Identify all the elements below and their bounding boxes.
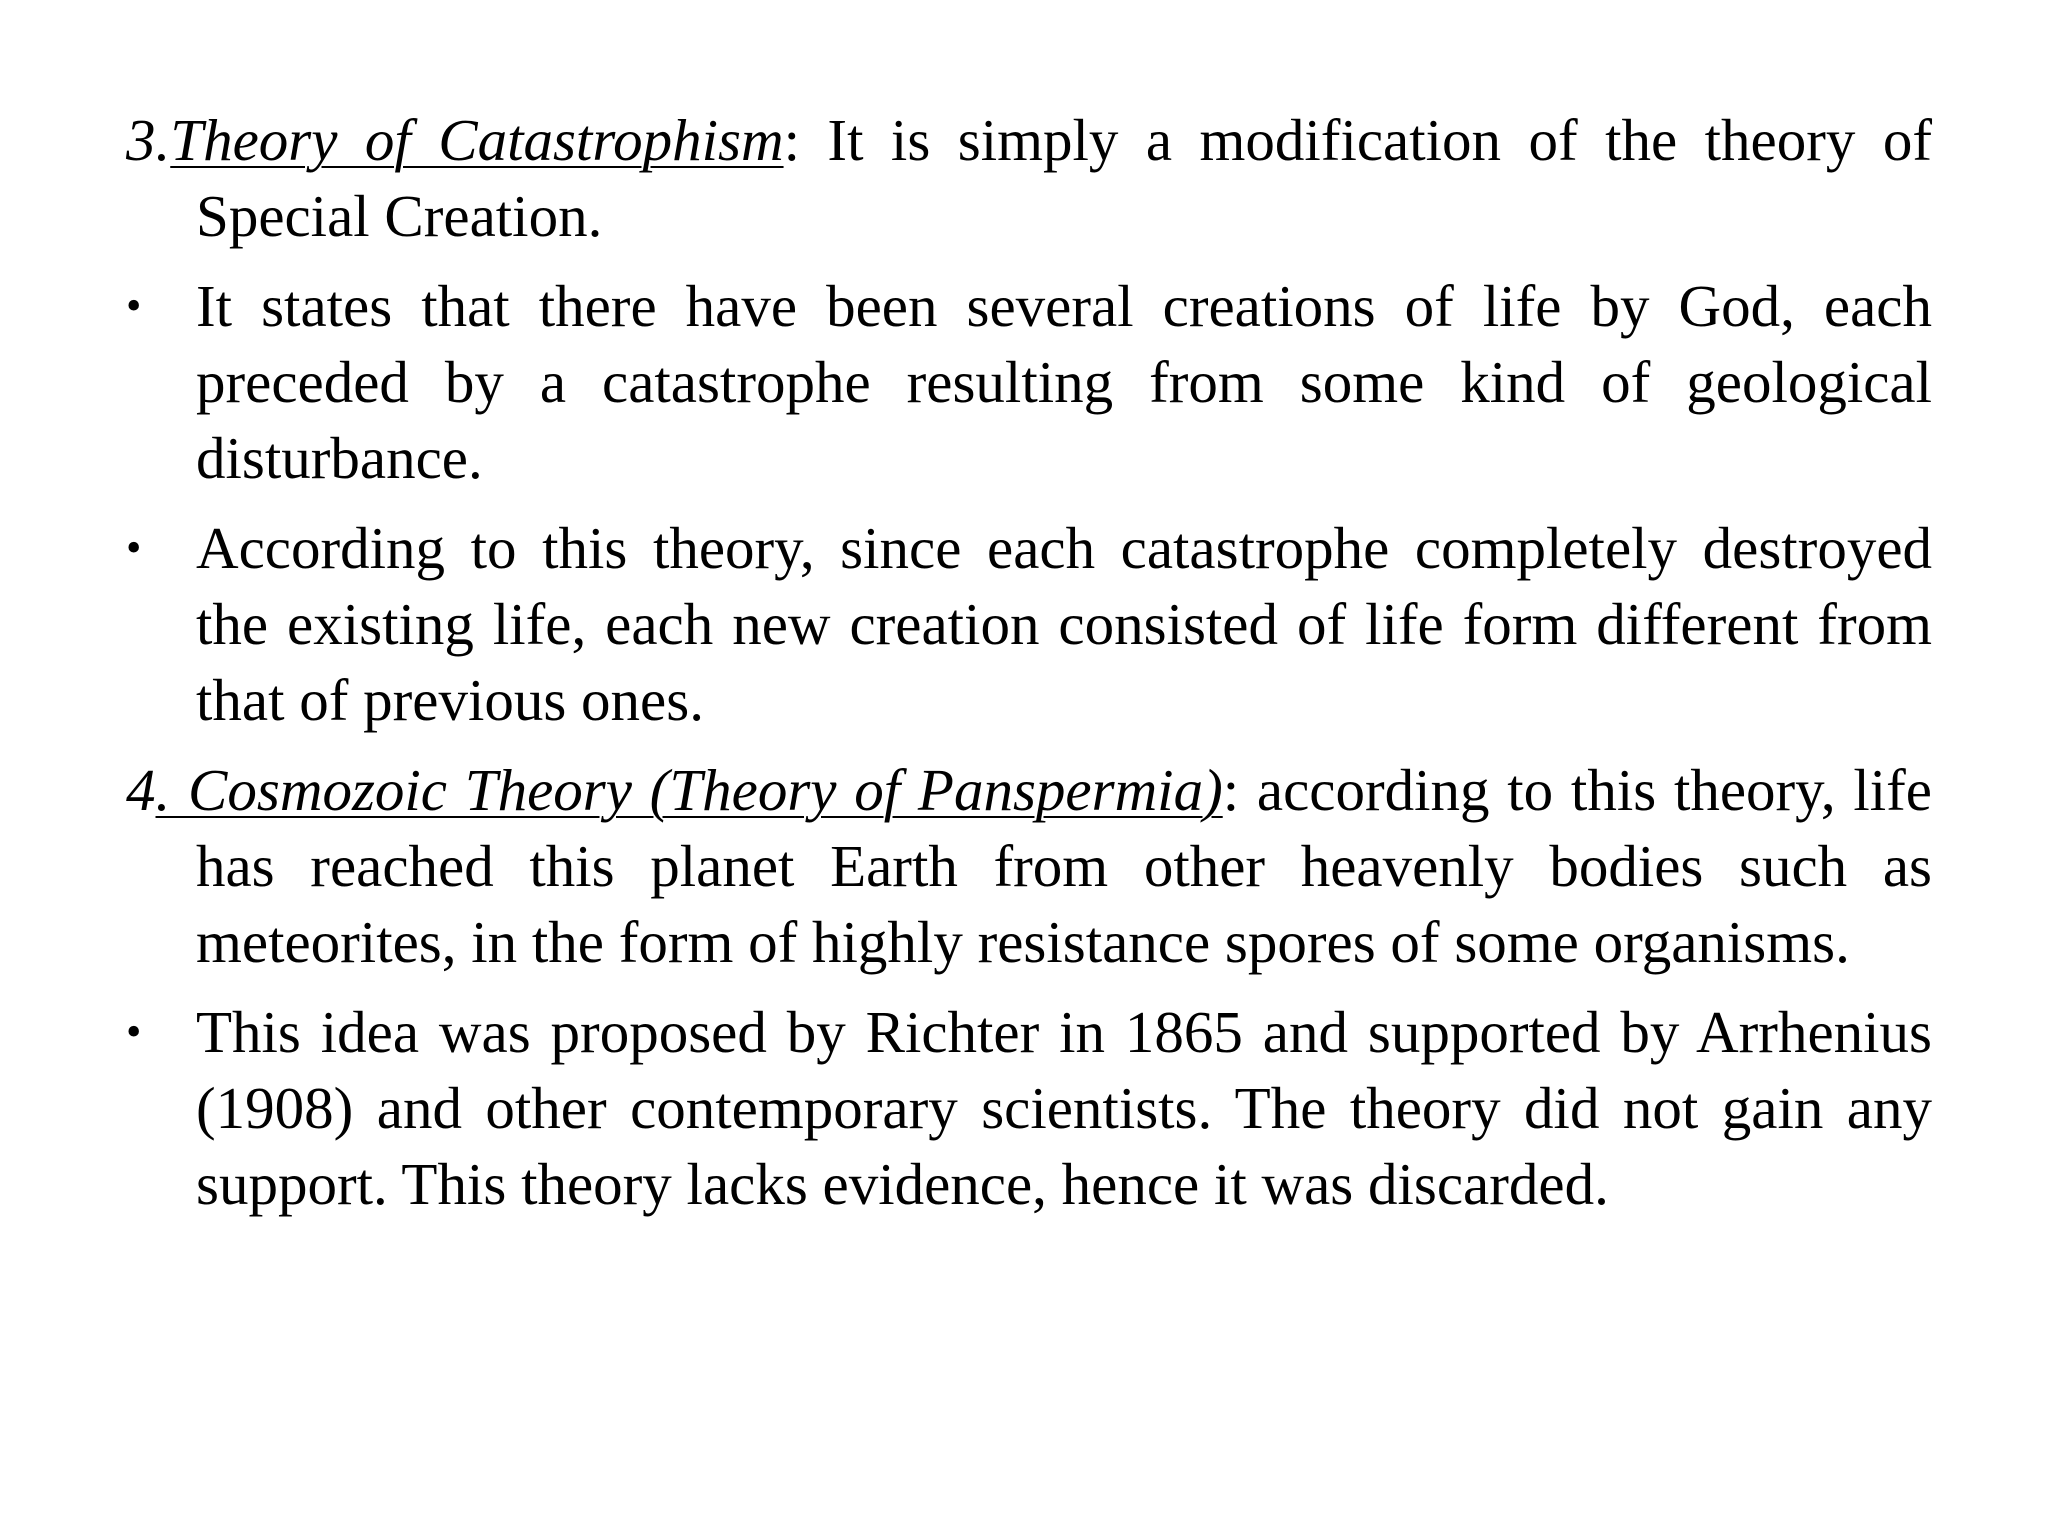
bullet-icon: •	[126, 1007, 142, 1056]
section-3-intro: : It is simply a modification of the theory of Special Creation.	[196, 107, 1932, 249]
section-3-title: Theory of Catastrophism	[170, 107, 784, 173]
bullet-icon: •	[126, 523, 142, 572]
bullet-item	[126, 268, 1932, 496]
section-3-number: 3.	[126, 107, 171, 173]
bullet-text: This idea was proposed by Richter in 1865 and supported by Arrhenius (1908) and other contemporary scientists. The theory did not gain any support. This theory lacks evidence, hence it was discarded.	[196, 999, 1932, 1217]
section-4-number: 4	[126, 757, 156, 823]
bullet-text: It states that there have been several creations of life by God, each preceded by a catastrophe resulting from some kind of geological disturbance.	[196, 273, 1932, 491]
section-3-heading	[126, 102, 1932, 254]
bullet-item	[126, 510, 1932, 738]
bullet-text: According to this theory, since each catastrophe completely destroyed the existing life, each new creation consisted of life form different from that of previous ones.	[196, 515, 1932, 733]
section-4-title: . Cosmozoic Theory (Theory of Panspermia)	[155, 757, 1223, 823]
section-4-intro: : according to this theory, life has reached this planet Earth from other heavenly bodies such as meteorites, in the form of highly resistance spores of some organisms.	[196, 757, 1932, 975]
bullet-icon: •	[126, 281, 142, 330]
section-4-heading	[126, 752, 1932, 980]
bullet-item	[126, 994, 1932, 1222]
slide-body	[126, 102, 1932, 1236]
